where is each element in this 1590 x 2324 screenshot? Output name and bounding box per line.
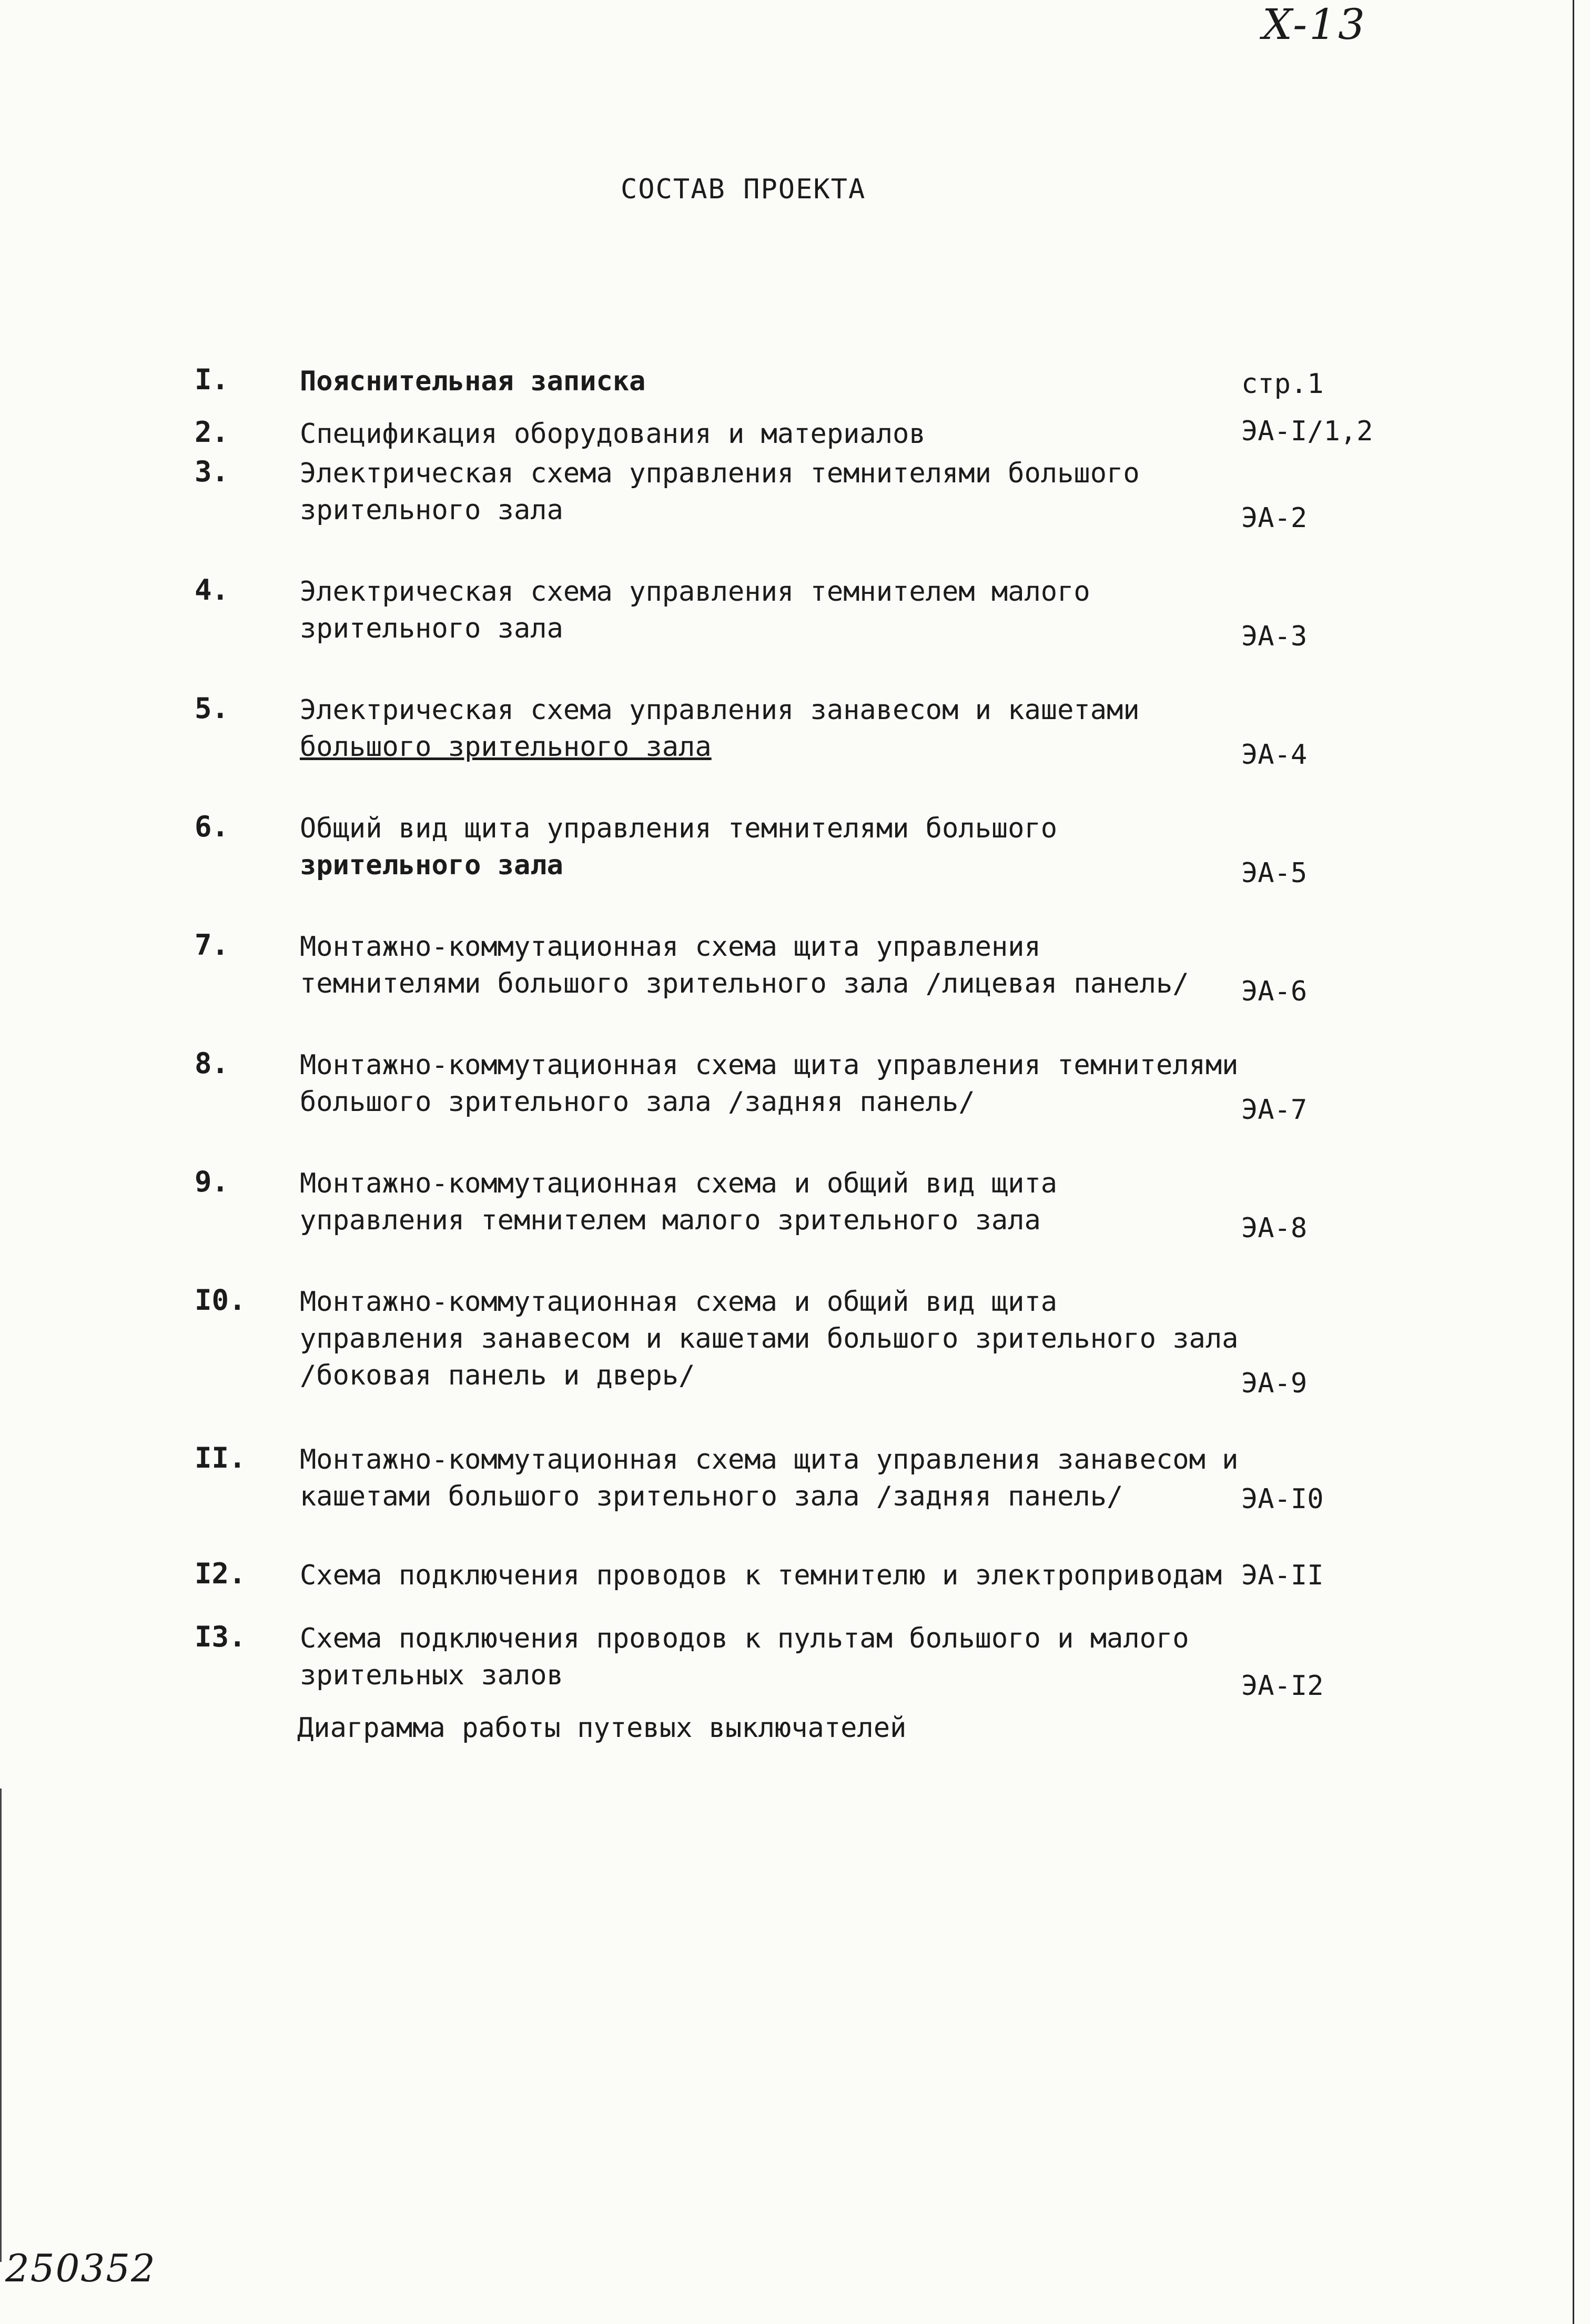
item-sheet-code: стр.1 (1241, 368, 1324, 400)
list-item (195, 1620, 1378, 1702)
corner-handwritten-mark: X-13 (1262, 0, 1367, 49)
item-line-1: Электрическая схема управления занавесом и кашетами (300, 694, 1140, 726)
item-sheet-code: ЭА-I2 (1241, 1670, 1324, 1702)
list-item (195, 416, 1378, 452)
list-item (195, 1441, 1378, 1515)
item-line-1: Общий вид щита управления темнителями большого (300, 813, 1058, 844)
handwritten-inventory-number: 250352 (5, 2246, 156, 2290)
item-number: 5. (195, 692, 229, 725)
item-number: 2. (195, 416, 229, 449)
item-description (300, 1557, 1262, 1594)
list-item (195, 810, 1378, 889)
item-line-1: Схема подключения проводов к пультам большого и малого (300, 1623, 1189, 1654)
item-line-1: Пояснительная записка (300, 366, 646, 397)
item-line-2: темнителями большого зрительного зала /лицевая панель/ (300, 968, 1189, 999)
item-description (300, 416, 1262, 452)
item-line-1: Монтажно-коммутационная схема щита управления занавесом и (300, 1444, 1239, 1476)
list-item (195, 573, 1378, 652)
item-description (300, 455, 1262, 529)
item-line-2: кашетами большого зрительного зала /задняя панель/ (300, 1481, 1123, 1512)
item-sheet-code: ЭА-5 (1241, 857, 1308, 889)
item-number: 3. (195, 455, 229, 488)
item-number: I. (195, 363, 229, 396)
item-line-2: большого зрительного зала /задняя панель/ (300, 1086, 975, 1118)
item-description (300, 573, 1262, 647)
item-line-2: зрительных залов (300, 1660, 563, 1691)
item-line-1: Схема подключения проводов к темнителю и электроприводам (300, 1560, 1222, 1591)
item-line-2: управления занавесом и кашетами большого зрительного зала (300, 1323, 1239, 1355)
item-line-1: Монтажно-коммутационная схема и общий вид щита (300, 1286, 1058, 1318)
item-description (300, 928, 1262, 1002)
item-line-2: большого зрительного зала (300, 731, 712, 763)
list-item (195, 928, 1378, 1007)
item-line-3: /боковая панель и дверь/ (300, 1360, 695, 1391)
right-border-line (1573, 0, 1574, 2324)
item-sheet-code: ЭА-2 (1241, 502, 1308, 534)
extra-item-line: Диаграмма работы путевых выключателей (297, 1712, 907, 1744)
item-description (300, 692, 1262, 765)
item-line-2: управления темнителем малого зрительного зала (300, 1205, 1041, 1236)
item-description (300, 1165, 1262, 1239)
list-item (195, 455, 1378, 534)
item-line-1: Монтажно-коммутационная схема щита управления (300, 931, 1041, 963)
item-sheet-code: ЭА-4 (1241, 739, 1308, 771)
item-line-1: Монтажно-коммутационная схема и общий вид щита (300, 1168, 1058, 1199)
item-line-1: Спецификация оборудования и материалов (300, 418, 926, 450)
item-description (300, 363, 1262, 400)
item-line-1: Электрическая схема управления темнителями большого (300, 458, 1140, 489)
item-description (300, 810, 1262, 884)
item-sheet-code: ЭА-I0 (1241, 1483, 1324, 1515)
item-number: 7. (195, 928, 229, 962)
list-item (195, 1284, 1378, 1399)
document-title: СОСТАВ ПРОЕКТА (621, 174, 866, 205)
item-line-2: зрительного зала (300, 494, 563, 526)
left-border-line (0, 1789, 2, 2262)
item-line-2: зрительного зала (300, 850, 563, 881)
item-description (300, 1441, 1262, 1515)
list-item (195, 363, 1378, 400)
item-sheet-code: ЭА-8 (1241, 1212, 1308, 1244)
item-sheet-code: ЭА-3 (1241, 621, 1308, 652)
item-number: I2. (195, 1557, 246, 1590)
item-sheet-code: ЭА-9 (1241, 1368, 1308, 1399)
item-number: 8. (195, 1047, 229, 1080)
item-number: I3. (195, 1620, 246, 1653)
item-number: 6. (195, 810, 229, 843)
item-number: 9. (195, 1165, 229, 1198)
item-sheet-code: ЭА-7 (1241, 1094, 1308, 1126)
item-description (300, 1284, 1262, 1394)
item-sheet-code: ЭА-II (1241, 1560, 1324, 1591)
item-description (300, 1047, 1262, 1120)
item-number: 4. (195, 573, 229, 607)
item-sheet-code: ЭА-I/1,2 (1241, 416, 1373, 447)
item-line-1: Монтажно-коммутационная схема щита управления темнителями (300, 1049, 1239, 1081)
list-item (195, 1047, 1378, 1126)
item-line-2: зрительного зала (300, 613, 563, 644)
item-number: I0. (195, 1284, 246, 1317)
item-sheet-code: ЭА-6 (1241, 976, 1308, 1007)
list-item (195, 692, 1378, 771)
list-item (195, 1165, 1378, 1244)
list-item (195, 1557, 1378, 1594)
item-line-1: Электрическая схема управления темнителем малого (300, 576, 1090, 608)
item-description (300, 1620, 1262, 1694)
item-number: II. (195, 1441, 246, 1474)
